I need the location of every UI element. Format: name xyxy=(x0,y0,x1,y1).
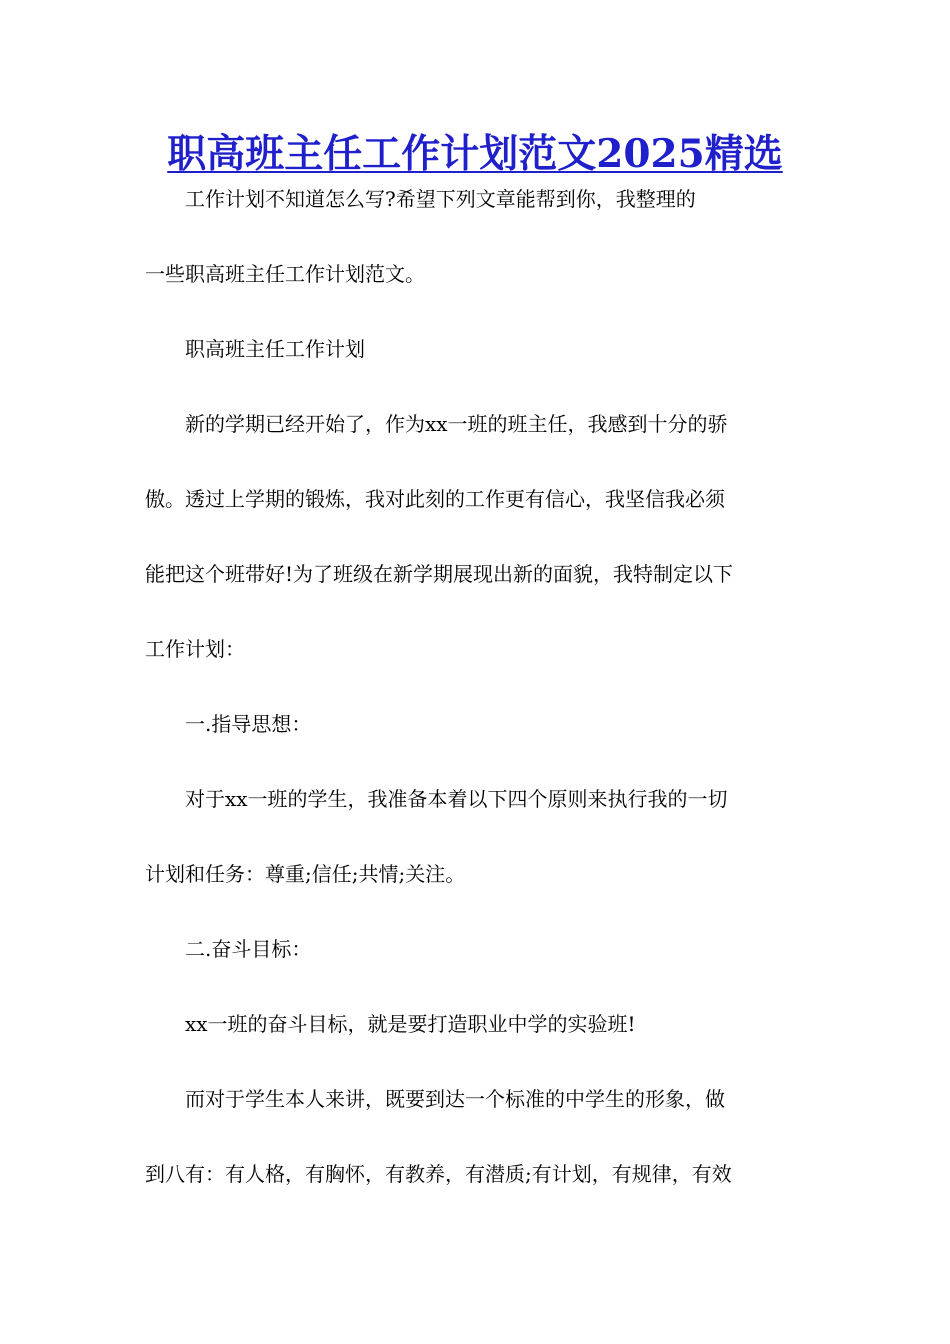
body-line-2: 一些职高班主任工作计划范文。 xyxy=(145,262,425,286)
body-line-12: xx一班的奋斗目标，就是要打造职业中学的实验班! xyxy=(145,1012,636,1036)
body-line-8: 一.指导思想： xyxy=(145,712,312,736)
body-line-6: 能把这个班带好!为了班级在新学期展现出新的面貌，我特制定以下 xyxy=(145,562,734,586)
body-line-14: 到八有：有人格，有胸怀，有教养，有潜质;有计划，有规律，有效 xyxy=(145,1162,732,1186)
body-line-9: 对于xx一班的学生，我准备本着以下四个原则来执行我的一切 xyxy=(145,787,728,811)
body-line-13: 而对于学生本人来讲，既要到达一个标准的中学生的形象，做 xyxy=(145,1087,725,1111)
body-line-3: 职高班主任工作计划 xyxy=(145,337,365,361)
body-line-7: 工作计划： xyxy=(145,637,245,661)
body-line-4: 新的学期已经开始了，作为xx一班的班主任，我感到十分的骄 xyxy=(145,412,728,436)
body-line-11: 二.奋斗目标： xyxy=(145,937,312,961)
body-line-10: 计划和任务：尊重;信任;共情;关注。 xyxy=(145,862,466,886)
document-title-link[interactable]: 职高班主任工作计划范文2025精选 xyxy=(167,131,783,177)
body-line-1: 工作计划不知道怎么写?希望下列文章能帮到你，我整理的 xyxy=(145,187,696,211)
body-line-5: 傲。透过上学期的锻炼，我对此刻的工作更有信心，我坚信我必须 xyxy=(145,487,725,511)
